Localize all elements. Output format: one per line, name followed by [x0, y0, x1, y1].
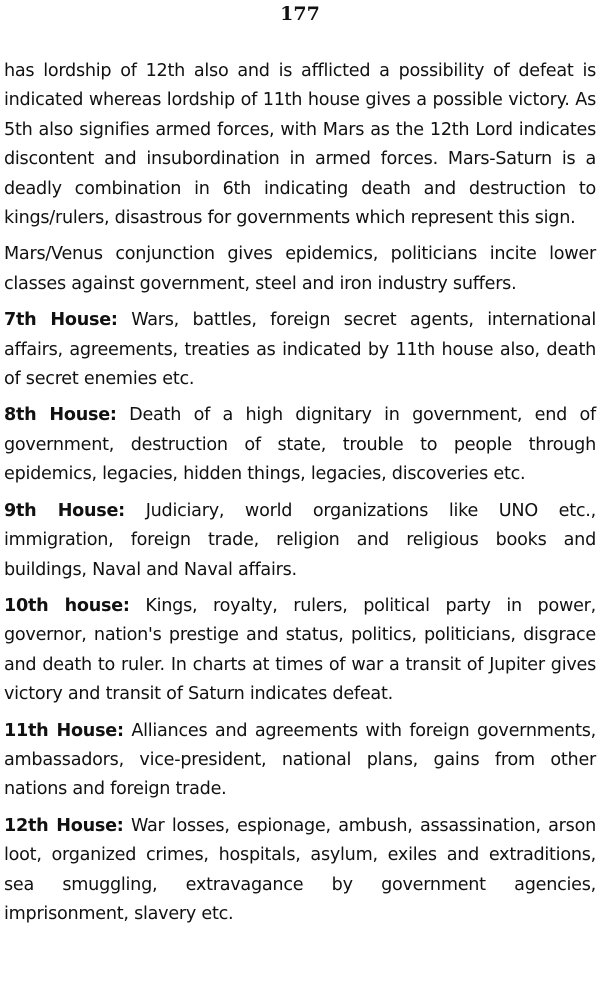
paragraph-text: Wars, battles, foreign secret agents, international affairs, agreements, treaties as indicated by 11th house also, death of secret enemies etc. [4, 310, 596, 390]
page-body [4, 57, 596, 929]
paragraph-11th-house [4, 717, 596, 805]
paragraph-text: Mars/Venus conjunction gives epidemics, politicians incite lower classes against government, steel and iron industry suffers. [4, 244, 596, 294]
paragraph-heading: 9th House: [4, 500, 125, 521]
paragraph-heading: 11th House: [4, 720, 124, 741]
paragraph-9th-house [4, 497, 596, 585]
page-number: 177 [280, 3, 320, 25]
paragraph-text: Judiciary, world organizations like UNO etc., immigration, foreign trade, religion and religious books and buildings, Naval and Naval affairs. [4, 500, 596, 580]
paragraph-mars-venus [4, 240, 596, 299]
paragraph-7th-house [4, 306, 596, 394]
paragraph-heading: 10th house: [4, 595, 130, 616]
paragraph-heading: 12th House: [4, 815, 124, 836]
paragraph-heading: 8th House: [4, 405, 117, 426]
paragraph-heading: 7th House: [4, 310, 118, 331]
paragraph-text: has lordship of 12th also and is afflicted a possibility of defeat is indicated whereas lordship of 11th house gives a possible victory. As 5th also signifies armed forces, with Mars as the 12th Lord indicates discontent and insubordination in armed forces. Mars-Saturn is a deadly combination in 6th indicating death and destruction to kings/rulers, disastrous for governments which represent this sign. [4, 61, 596, 229]
paragraph-12th-house [4, 812, 596, 930]
paragraph-text: Kings, royalty, rulers, political party in power, governor, nation's prestige and status, politics, politicians, disgrace and death to ruler. In charts at times of war a transit of Jupiter gives victory and transit of Saturn indicates defeat. [4, 595, 596, 705]
paragraph-text: War losses, espionage, ambush, assassination, arson loot, organized crimes, hospitals, asylum, exiles and extraditions, sea smuggling, extravagance by government agencies, imprisonment, slavery etc. [4, 815, 596, 924]
paragraph-mars-lordship [4, 57, 596, 233]
paragraph-10th-house [4, 592, 596, 710]
paragraph-text: Death of a high dignitary in government, end of government, destruction of state, trouble to people through epidemics, legacies, hidden things, legacies, discoveries etc. [4, 405, 596, 485]
paragraph-8th-house [4, 401, 596, 489]
paragraph-text: Alliances and agreements with foreign governments, ambassadors, vice-president, national plans, gains from other nations and foreign trade. [4, 720, 596, 800]
